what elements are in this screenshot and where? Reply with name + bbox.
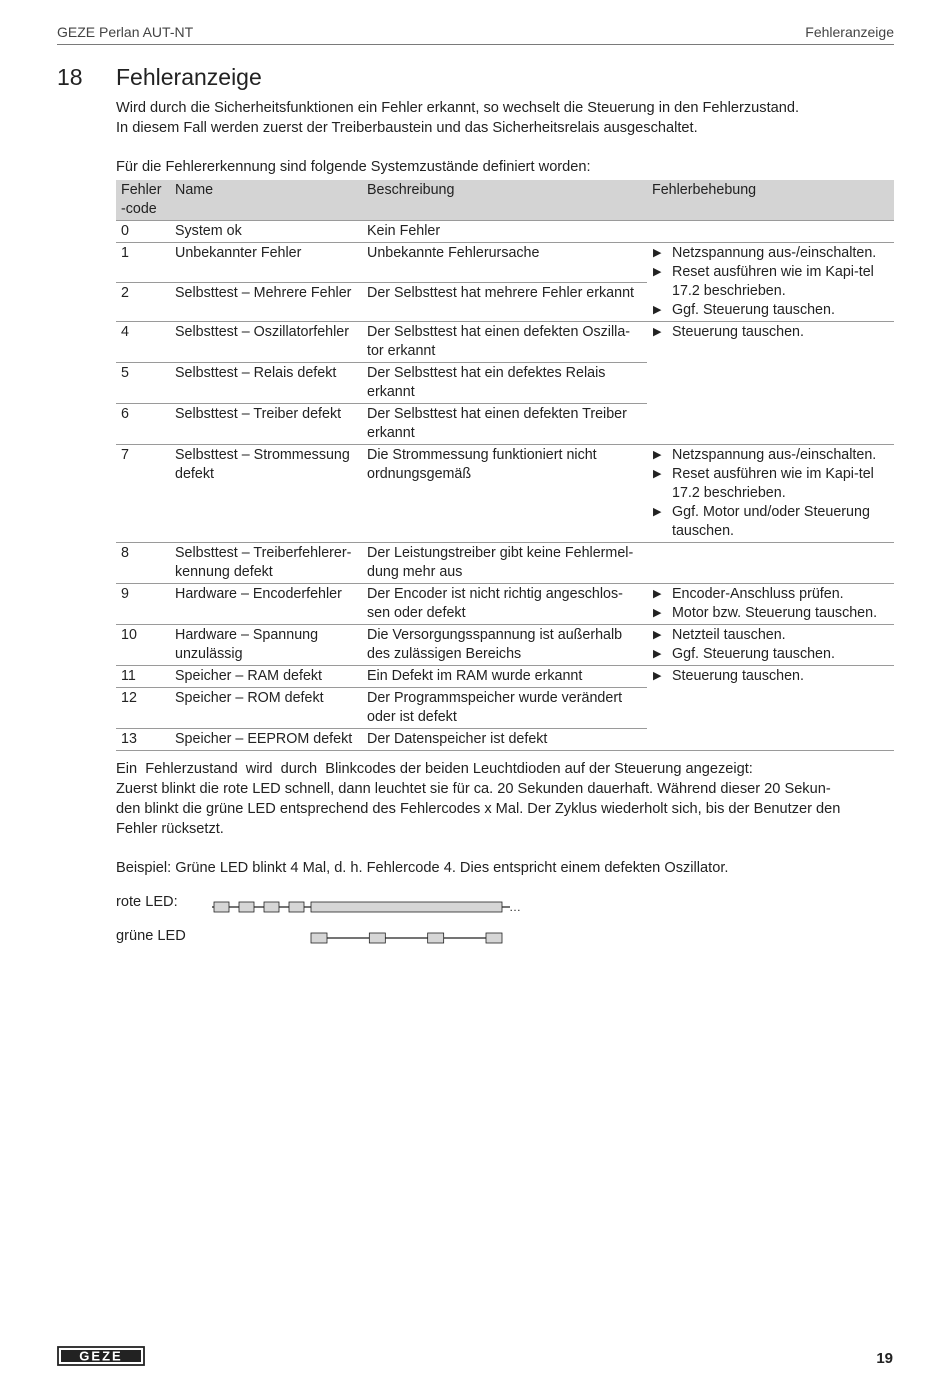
cell-description: Die Strommessung funktioniert nicht ordnungsgemäß bbox=[362, 445, 647, 543]
fix-item: ▶ Steuerung tauschen. bbox=[653, 324, 804, 340]
red-led-steady bbox=[311, 902, 502, 912]
cell-name: Speicher – EEPROM defekt bbox=[170, 729, 362, 751]
col-header-fix: Fehlerbehebung bbox=[647, 180, 894, 221]
arrow-right-icon: ▶ bbox=[653, 588, 662, 600]
fix-item: ▶ Encoder-Anschluss prüfen. bbox=[653, 586, 844, 602]
cell-fix-empty bbox=[647, 221, 894, 243]
cell-code: 0 bbox=[116, 221, 170, 243]
cell-code: 4 bbox=[116, 322, 170, 363]
cell-name: Speicher – RAM defekt bbox=[170, 666, 362, 688]
cell-code: 13 bbox=[116, 729, 170, 751]
cell-name: Hardware – Spannung unzulässig bbox=[170, 625, 362, 666]
cell-fix bbox=[647, 445, 894, 543]
cell-fix bbox=[647, 243, 894, 322]
table-row bbox=[116, 584, 894, 625]
col-header-name: Name bbox=[170, 180, 362, 221]
cell-name: Unbekannter Fehler bbox=[170, 243, 362, 283]
table-row bbox=[116, 666, 894, 688]
cell-description: Der Selbsttest hat ein defektes Relais erkannt bbox=[362, 363, 647, 404]
cell-code: 6 bbox=[116, 404, 170, 445]
arrow-right-icon: ▶ bbox=[653, 304, 662, 316]
fix-item: ▶ Ggf. Motor und/oder Steuerung tauschen. bbox=[653, 504, 870, 539]
logo-text: GEZE bbox=[79, 1348, 123, 1364]
cell-code: 12 bbox=[116, 688, 170, 729]
arrow-right-icon: ▶ bbox=[653, 506, 662, 518]
cell-code: 1 bbox=[116, 243, 170, 283]
page-number: 19 bbox=[876, 1350, 893, 1367]
cell-description: Der Datenspeicher ist defekt bbox=[362, 729, 647, 751]
table-row bbox=[116, 243, 894, 283]
cell-code: 11 bbox=[116, 666, 170, 688]
table-row bbox=[116, 543, 894, 584]
fix-item: ▶ Reset ausführen wie im Kapi-tel 17.2 beschrieben. bbox=[653, 466, 874, 501]
section-number: 18 bbox=[57, 64, 83, 90]
cell-name: Speicher – ROM defekt bbox=[170, 688, 362, 729]
arrow-right-icon: ▶ bbox=[653, 670, 662, 682]
arrow-right-icon: ▶ bbox=[653, 266, 662, 278]
table-row bbox=[116, 445, 894, 543]
cell-description: Der Programmspeicher wurde verändert oder ist defekt bbox=[362, 688, 647, 729]
cell-code: 10 bbox=[116, 625, 170, 666]
green-led-pulse bbox=[486, 933, 502, 943]
arrow-right-icon: ▶ bbox=[653, 468, 662, 480]
green-led-pulse bbox=[311, 933, 327, 943]
cell-name: Selbsttest – Relais defekt bbox=[170, 363, 362, 404]
table-header-row bbox=[116, 180, 894, 221]
fix-item: ▶ Ggf. Steuerung tauschen. bbox=[653, 646, 835, 662]
error-code-table bbox=[116, 180, 894, 751]
cell-code: 9 bbox=[116, 584, 170, 625]
cell-description: Der Selbsttest hat mehrere Fehler erkannt bbox=[362, 282, 647, 322]
blink-line: Fehler rücksetzt. bbox=[116, 821, 224, 837]
fix-item: ▶ Reset ausführen wie im Kapi-tel 17.2 beschrieben. bbox=[653, 264, 874, 299]
arrow-right-icon: ▶ bbox=[653, 326, 662, 338]
arrow-right-icon: ▶ bbox=[653, 607, 662, 619]
cell-name: Selbsttest – Oszillatorfehler bbox=[170, 322, 362, 363]
cell-fix bbox=[647, 625, 894, 666]
cell-fix bbox=[647, 584, 894, 625]
cell-description: Unbekannte Fehlerursache bbox=[362, 243, 647, 283]
fix-item: ▶ Netzteil tauschen. bbox=[653, 627, 786, 643]
green-led-pulse bbox=[369, 933, 385, 943]
intro-line: Wird durch die Sicherheitsfunktionen ein Fehler erkannt, so wechselt die Steuerung in den Fehlerzustand. bbox=[116, 100, 800, 116]
header-section: Fehleranzeige bbox=[805, 24, 894, 40]
green-led-pulse bbox=[428, 933, 444, 943]
cell-description: Der Leistungstreiber gibt keine Fehlermel-dung mehr aus bbox=[362, 543, 647, 584]
red-led-pulse bbox=[214, 902, 229, 912]
arrow-right-icon: ▶ bbox=[653, 449, 662, 461]
cell-name: Selbsttest – Strommessung defekt bbox=[170, 445, 362, 543]
cell-name: System ok bbox=[170, 221, 362, 243]
intro-paragraph bbox=[116, 98, 896, 138]
table-row bbox=[116, 322, 894, 363]
cell-name: Hardware – Encoderfehler bbox=[170, 584, 362, 625]
cell-code: 2 bbox=[116, 282, 170, 322]
red-led-pulse bbox=[264, 902, 279, 912]
cell-description: Die Versorgungsspannung ist außerhalb des zulässigen Bereichs bbox=[362, 625, 647, 666]
table-intro: Für die Fehlererkennung sind folgende Systemzustände definiert worden: bbox=[116, 159, 591, 175]
fix-item: ▶ Ggf. Steuerung tauschen. bbox=[653, 302, 835, 318]
cell-description: Der Encoder ist nicht richtig angeschlos-sen oder defekt bbox=[362, 584, 647, 625]
geze-logo bbox=[57, 1346, 145, 1366]
fix-item: ▶ Netzspannung aus-/einschalten. bbox=[653, 447, 877, 463]
cell-code: 5 bbox=[116, 363, 170, 404]
red-led-pulse bbox=[239, 902, 254, 912]
section-title: Fehleranzeige bbox=[116, 64, 262, 90]
fix-item: ▶ Motor bzw. Steuerung tauschen. bbox=[653, 605, 878, 621]
col-header-code bbox=[116, 180, 170, 221]
col-header-code-label: Fehler-code bbox=[121, 182, 162, 217]
cell-code: 7 bbox=[116, 445, 170, 543]
cell-fix bbox=[647, 322, 894, 445]
header-product: GEZE Perlan AUT-NT bbox=[57, 24, 194, 40]
red-led-label: rote LED: bbox=[116, 894, 178, 910]
cell-description: Der Selbsttest hat einen defekten Treiber erkannt bbox=[362, 404, 647, 445]
cell-fix bbox=[647, 666, 894, 751]
arrow-right-icon: ▶ bbox=[653, 629, 662, 641]
cell-description: Ein Defekt im RAM wurde erkannt bbox=[362, 666, 647, 688]
page-header bbox=[57, 22, 894, 45]
cell-code: 8 bbox=[116, 543, 170, 584]
cell-description: Der Selbsttest hat einen defekten Oszilla-tor erkannt bbox=[362, 322, 647, 363]
example-text: Beispiel: Grüne LED blinkt 4 Mal, d. h. Fehlercode 4. Dies entspricht einem defekten Oszillator. bbox=[116, 860, 729, 876]
red-led-ellipsis: … bbox=[509, 900, 521, 914]
table-row bbox=[116, 221, 894, 243]
table-row bbox=[116, 625, 894, 666]
red-led-pulse bbox=[289, 902, 304, 912]
cell-description: Kein Fehler bbox=[362, 221, 647, 243]
blink-line: Zuerst blinkt die rote LED schnell, dann leuchtet sie für ca. 20 Sekunden dauerhaft. Während dieser 20 Sekun- bbox=[116, 781, 831, 797]
fix-item: ▶ Netzspannung aus-/einschalten. bbox=[653, 245, 877, 261]
arrow-right-icon: ▶ bbox=[653, 247, 662, 259]
blink-line: Ein Fehlerzustand wird durch Blinkcodes der beiden Leuchtdioden auf der Steuerung angezeigt: bbox=[116, 761, 753, 777]
intro-line: In diesem Fall werden zuerst der Treiberbaustein und das Sicherheitsrelais ausgeschaltet. bbox=[116, 120, 698, 136]
arrow-right-icon: ▶ bbox=[653, 648, 662, 660]
cell-name: Selbsttest – Treiber defekt bbox=[170, 404, 362, 445]
col-header-description: Beschreibung bbox=[362, 180, 647, 221]
green-led-label: grüne LED bbox=[116, 928, 186, 944]
green-led-diagram bbox=[205, 928, 535, 948]
cell-fix-empty bbox=[647, 543, 894, 584]
blink-paragraph bbox=[116, 759, 896, 839]
cell-name: Selbsttest – Mehrere Fehler bbox=[170, 282, 362, 322]
red-led-diagram bbox=[205, 897, 535, 917]
blink-line: den blinkt die grüne LED entsprechend des Fehlercodes x Mal. Der Zyklus wiederholt sich, bis der Benutzer den bbox=[116, 801, 841, 817]
cell-name: Selbsttest – Treiberfehlerer-kennung defekt bbox=[170, 543, 362, 584]
fix-item: ▶ Steuerung tauschen. bbox=[653, 668, 804, 684]
